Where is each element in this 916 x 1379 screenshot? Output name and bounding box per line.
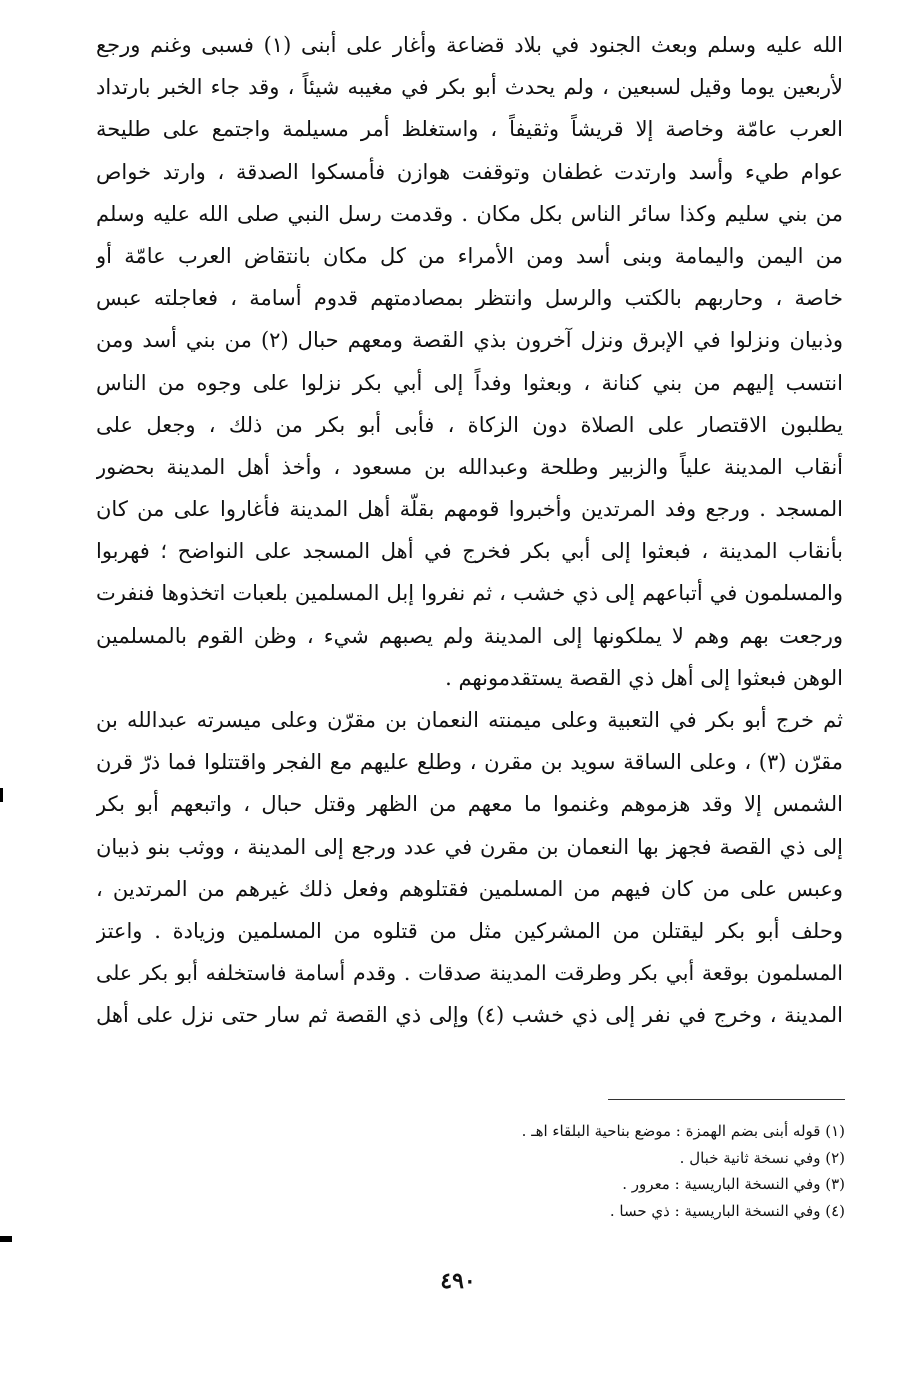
- body-line: يطلبون الاقتصار على الصلاة دون الزكاة ، فأبى أبو بكر من ذلك ، وجعل على: [96, 412, 843, 437]
- scan-edge-mark: [0, 788, 3, 802]
- body-line-paragraph-end: الوهن فبعثوا إلى أهل ذي القصة يستقدمونهم .: [445, 665, 843, 690]
- body-line: ورجعت بهم وهم لا يملكونها إلى المدينة ولم يصبهم شيء ، وظن القوم بالمسلمين: [96, 623, 843, 648]
- footnotes: [200, 1118, 845, 1224]
- body-line: وذبيان ونزلوا في الإبرق ونزل آخرون بذي القصة ومعهم حبال (٢) من بني أسد ومن: [96, 328, 843, 353]
- body-line: العرب عامّة وخاصة إلا قريشاً وثقيفاً ، واستغلظ أمر مسيلمة واجتمع على طليحة: [96, 117, 843, 142]
- footnote-4: (٤) وفي النسخة الباريسية : ذي حسا .: [609, 1201, 845, 1220]
- body-line: مقرّن (٣) ، وعلى الساقة سويد بن مقرن ، وطلع عليهم مع الفجر واقتتلوا فما ذرّ قرن: [96, 750, 843, 775]
- body-line: المدينة ، وخرج في نفر إلى ذي خشب (٤) وإلى ذي القصة ثم سار حتى نزل على أهل: [96, 1003, 843, 1028]
- body-line: خاصة ، وحاربهم بالكتب والرسل وانتظر بمصادمتهم قدوم أسامة ، فعاجلته عبس: [96, 286, 843, 311]
- body-line: الله عليه وسلم وبعث الجنود في بلاد قضاعة وأغار على أبنى (١) فسبى وغنم ورجع: [96, 33, 843, 57]
- body-line: وحلف أبو بكر ليقتلن من المشركين مثل من قتلوه من المسلمين وزيادة . واعتز: [96, 918, 843, 943]
- body-line: عوام طيء وأسد وارتدت غطفان وتوقفت هوازن فأمسكوا الصدقة ، وارتد خواص: [96, 159, 843, 184]
- body-line: إلى ذي القصة فجهز بها النعمان بن مقرن في عدد ورجع إلى المدينة ، ووثب بنو ذبيان: [96, 834, 843, 859]
- page-number: ٤٩٠: [440, 1268, 476, 1294]
- footnote-2: (٢) وفي نسخة ثانية خبال .: [679, 1148, 845, 1167]
- body-text: [96, 24, 843, 1037]
- body-line: الشمس إلا وقد هزموهم وغنموا ما معهم من الظهر وقتل حبال ، واتبعهم أبو بكر: [96, 792, 843, 817]
- body-line: المسجد . ورجع وفد المرتدين وأخبروا قومهم بقلّة أهل المدينة فأغاروا على من كان: [96, 497, 843, 522]
- body-line: من بني سليم وكذا سائر الناس بكل مكان . وقدمت رسل النبي صلى الله عليه وسلم: [96, 201, 843, 226]
- footnote-3: (٣) وفي النسخة الباريسية : معرور .: [622, 1175, 845, 1193]
- body-line: أنقاب المدينة علياً والزبير وطلحة وعبدالله بن مسعود ، وأخذ أهل المدينة بحضور: [96, 454, 843, 479]
- body-line: وعبس على من كان فيهم من المسلمين فقتلوهم وفعل ذلك غيرهم من المرتدين ،: [96, 876, 843, 901]
- body-line: من اليمن واليمامة وبنى أسد ومن الأمراء من كل مكان بانتقاض العرب عامّة أو: [96, 243, 843, 268]
- footnote-divider: [608, 1099, 845, 1100]
- body-line: المسلمون بوقعة أبي بكر وطرقت المدينة صدقات . وقدم أسامة فاستخلفه أبو بكر على: [96, 961, 843, 986]
- body-line: انتسب إليهم من بني كنانة ، وبعثوا وفداً إلى أبي بكر نزلوا على وجوه من الناس: [96, 370, 843, 395]
- body-line: لأربعين يوما وقيل لسبعين ، ولم يحدث أبو بكر في مغيبه شيئاً ، وقد جاء الخبر بارتداد: [96, 75, 843, 100]
- body-line: والمسلمون في أتباعهم إلى ذي خشب ، ثم نفروا إبل المسلمين بلعبات اتخذوها فنفرت: [96, 581, 843, 606]
- footnote-1: (١) قوله أبنى بضم الهمزة : موضع بناحية البلقاء اهـ .: [521, 1122, 845, 1140]
- body-line: ثم خرج أبو بكر في التعبية وعلى ميمنته النعمان بن مقرّن وعلى ميسرته عبدالله بن: [96, 708, 843, 732]
- body-line: بأنقاب المدينة ، فبعثوا إلى أبي بكر فخرج في أهل المسجد على النواضح ؛ فهربوا: [96, 539, 843, 564]
- scan-edge-mark: [0, 1236, 12, 1242]
